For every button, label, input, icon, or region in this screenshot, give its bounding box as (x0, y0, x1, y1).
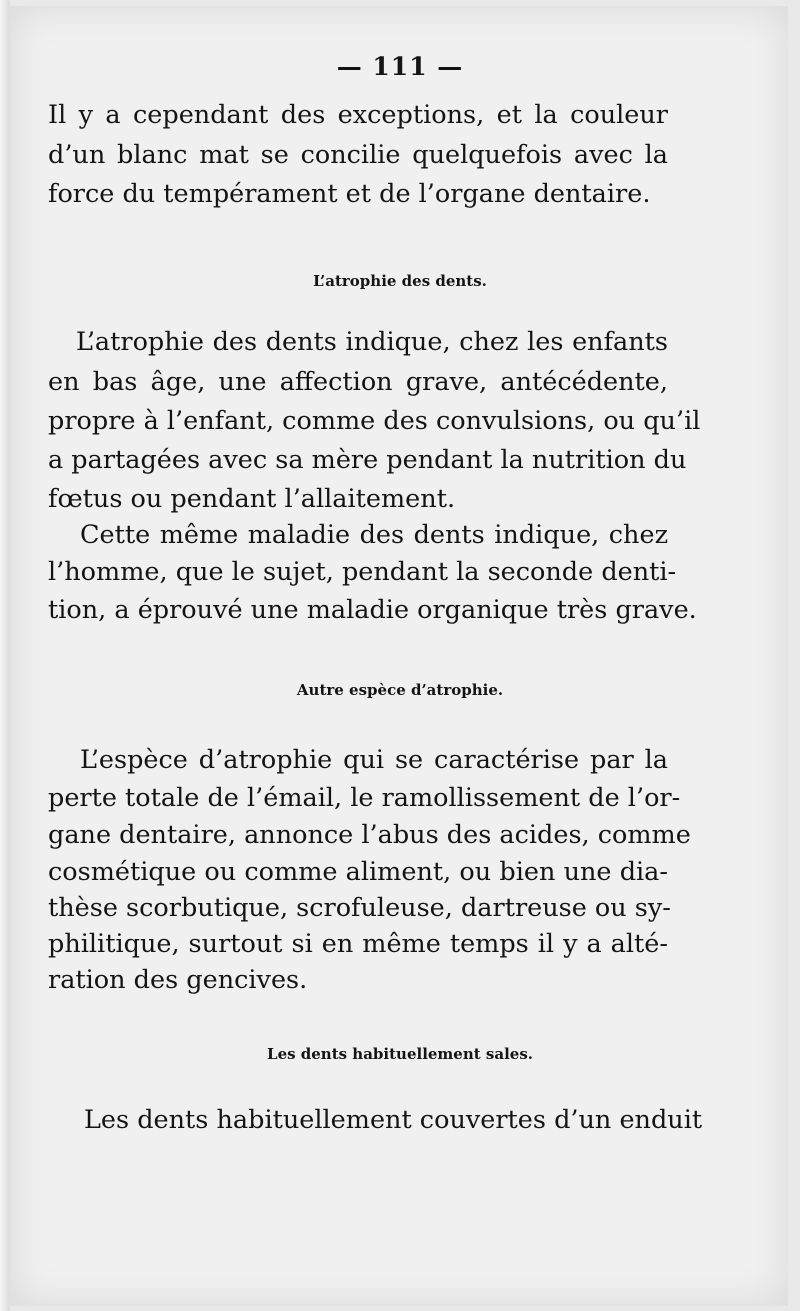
text-line: cosmétique ou comme aliment, ou bien une dia- (48, 857, 668, 887)
text-line: ration des gencives. (48, 965, 308, 995)
text-line: force du tempérament et de l’organe dentaire. (48, 179, 651, 209)
text-line: gane dentaire, annonce l’abus des acides, comme (48, 820, 691, 850)
page-edge-shadow (0, 0, 10, 1311)
text-line: d’un blanc mat se concilie quelquefois avec la (48, 140, 668, 170)
section-heading: Les dents habituellement sales. (267, 1045, 533, 1063)
text-line: Les dents habituellement couvertes d’un enduit (84, 1105, 703, 1135)
text-line: en bas âge, une affection grave, antécédente, (48, 367, 668, 397)
section-heading: Autre espèce d’atrophie. (296, 681, 504, 699)
text-line: l’homme, que le sujet, pendant la seconde denti- (48, 557, 677, 587)
text-line: L’atrophie des dents indique, chez les enfants (76, 327, 668, 357)
text-line: fœtus ou pendant l’allaitement. (48, 484, 456, 514)
text-line: thèse scorbutique, scrofuleuse, dartreuse ou sy- (48, 893, 671, 923)
text-line: L’espèce d’atrophie qui se caractérise par la (80, 745, 668, 775)
text-line: Cette même maladie des dents indique, chez (80, 520, 668, 550)
page-number: — 111 — (336, 52, 464, 81)
text-line: tion, a éprouvé une maladie organique très grave. (48, 595, 697, 625)
text-line: Il y a cependant des exceptions, et la couleur (48, 100, 668, 130)
text-line: philitique, surtout si en même temps il y a alté- (48, 929, 668, 959)
text-line: perte totale de l’émail, le ramollissement de l’or- (48, 783, 681, 813)
text-line: a partagées avec sa mère pendant la nutrition du (48, 445, 687, 475)
text-line: propre à l’enfant, comme des convulsions, ou qu’il (48, 406, 701, 436)
section-heading: L’atrophie des dents. (313, 272, 487, 290)
